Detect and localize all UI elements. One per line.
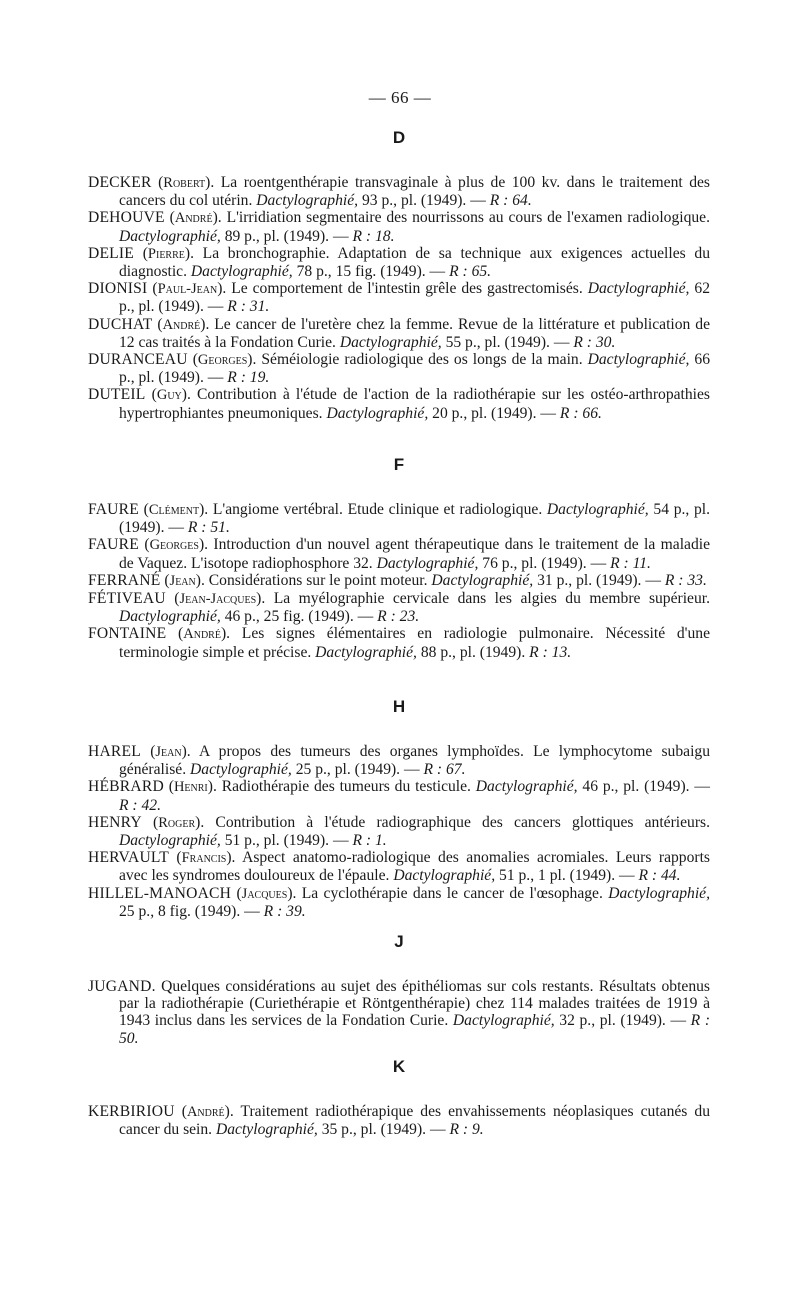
bibliography-entry: DELIE (Pierre). La bronchographie. Adaptation de sa technique aux exigences actuelles du diagnostic. Dactylographié, 78 p., 15 fig. (1949). — R : 65. bbox=[88, 244, 710, 281]
bibliography-entry: FERRANÉ (Jean). Considérations sur le point moteur. Dactylographié, 31 p., pl. (1949). — R : 33. bbox=[88, 571, 707, 589]
page-number: — 66 — bbox=[368, 88, 432, 107]
bibliography-entry: DUTEIL (Guy). Contribution à l'étude de l'action de la radiothérapie sur les ostéo-arthropathies hypertrophiantes pneumoniques. Dactylographié, 20 p., pl. (1949). — R : 66. bbox=[88, 386, 710, 422]
section-j bbox=[88, 932, 710, 1047]
section-k bbox=[88, 1057, 710, 1138]
bibliography-entry: FAURE (Clément). L'angiome vertébral. Etude clinique et radiologique. Dactylographié, 54 p., pl. (1949). — R : 51. bbox=[88, 501, 711, 537]
bibliography-entry: FONTAINE (André). Les signes élémentaires en radiologie pulmonaire. Nécessité d'une terminologie simple et précise. Dactylographié, 88 p., pl. (1949). R : 13. bbox=[88, 625, 710, 661]
section-letter: F bbox=[393, 455, 405, 474]
bibliography-entry: FAURE (Georges). Introduction d'un nouvel agent thérapeutique dans le traitement de la maladie de Vaquez. L'isotope radiophosphore 32. Dactylographié, 76 p., pl. (1949). — R : 11. bbox=[88, 536, 711, 572]
section-letter: J bbox=[394, 932, 404, 951]
section-letter: K bbox=[392, 1057, 406, 1076]
bibliography-entry: FÉTIVEAU (Jean-Jacques). La myélographie cervicale dans les algies du membre supérieur. Dactylographié, 46 p., 25 fig. (1949). — R : 23. bbox=[88, 590, 711, 626]
section-d bbox=[88, 128, 710, 422]
bibliography-entry: HERVAULT (Francis). Aspect anatomo-radiologique des anomalies acromiales. Leurs rapports avec les syndromes douloureux de l'épaule. Dactylographié, 51 p., 1 pl. (1949). — R : 44. bbox=[88, 849, 710, 885]
bibliography-entry: DIONISI (Paul-Jean). Le comportement de l'intestin grêle des gastrectomisés. Dactylographié, 62 p., pl. (1949). — R : 31. bbox=[88, 280, 710, 316]
bibliography-entry: HENRY (Roger). Contribution à l'étude radiographique des cancers glottiques antérieurs. Dactylographié, 51 p., pl. (1949). — R : 1. bbox=[88, 813, 710, 850]
bibliography-entry: HAREL (Jean). A propos des tumeurs des organes lymphoïdes. Le lymphocytome subaigu généralisé. Dactylographié, 25 p., pl. (1949). — R : 67. bbox=[88, 743, 710, 779]
bibliography-entry: HÉBRARD (Henri). Radiothérapie des tumeurs du testicule. Dactylographié, 46 p., pl. (1949). — R : 42. bbox=[88, 778, 710, 814]
bibliography-entry: KERBIRIOU (André). Traitement radiothérapique des envahissements néoplasiques cutanés du cancer du sein. Dactylographié, 35 p., pl. (1949). — R : 9. bbox=[88, 1103, 710, 1139]
bibliography-entry: DUCHAT (André). Le cancer de l'uretère chez la femme. Revue de la littérature et publication de 12 cas traités à la Fondation Curie. Dactylographié, 55 p., pl. (1949). — R : 30. bbox=[88, 315, 710, 351]
section-letter: H bbox=[392, 697, 406, 716]
bibliography-entry: DURANCEAU (Georges). Séméiologie radiologique des os longs de la main. Dactylographié, 66 p., pl. (1949). — R : 19. bbox=[88, 351, 710, 387]
section-h bbox=[88, 697, 710, 920]
bibliography-entry: DEHOUVE (André). L'irridiation segmentaire des nourrissons au cours de l'examen radiologique. Dactylographié, 89 p., pl. (1949). — R : 18. bbox=[88, 209, 711, 245]
section-letter: D bbox=[392, 128, 406, 147]
bibliography-entry: HILLEL-MANOACH (Jacques). La cyclothérapie dans le cancer de l'œsophage. Dactylographié, 25 p., 8 fig. (1949). — R : 39. bbox=[88, 884, 710, 920]
bibliography-entry: JUGAND. Quelques considérations au sujet des épithéliomas sur cols restants. Résultats obtenus par la radiothérapie (Curiethérapie et Röntgenthérapie) chez 114 malades traitées de 1919 à 1943 inclus dans les services de la Fondation Curie. Dactylographié, 32 p., pl. (1949). — R : 50. bbox=[88, 978, 711, 1047]
section-f bbox=[88, 455, 710, 661]
bibliography-entry: DECKER (Robert). La roentgenthérapie transvaginale à plus de 100 kv. dans le traitement des cancers du col utérin. Dactylographié, 93 p., pl. (1949). — R : 64. bbox=[88, 174, 710, 210]
